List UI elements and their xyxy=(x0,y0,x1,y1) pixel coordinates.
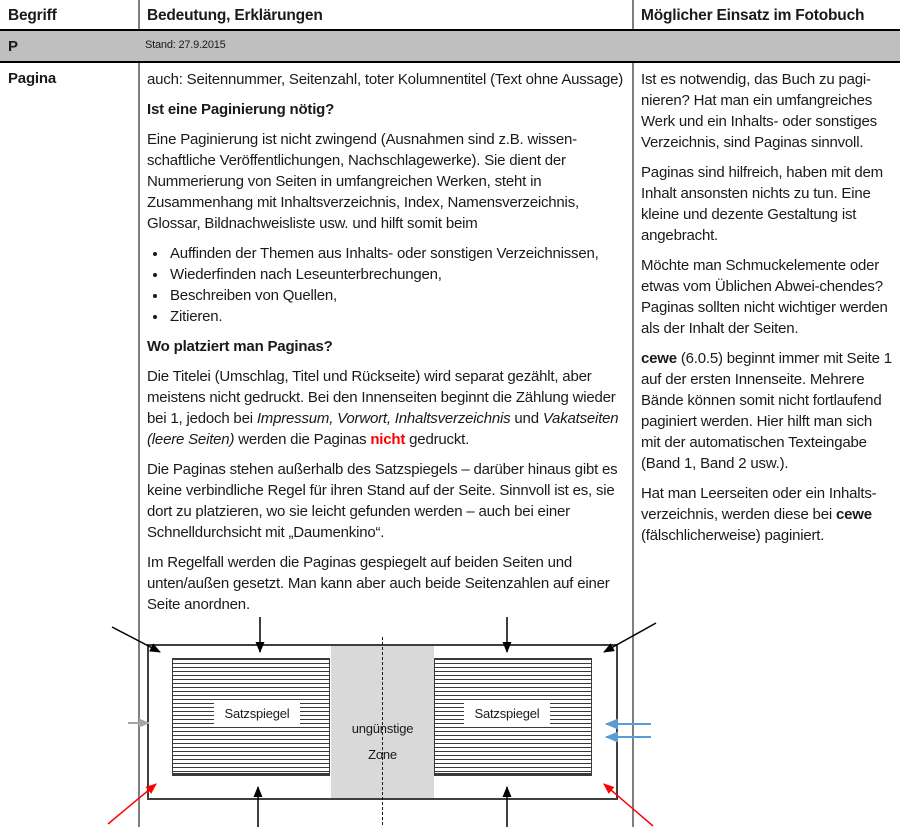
text-run: gedruckt. xyxy=(405,431,470,448)
text-run: Eine Paginierung ist nicht zwingend (Ausnahmen sind z.B. wissen-schaftliche Veröffentlichungen, Nachschlagewerke). Sie dient der Nummerierung von Seiten in umfangreichen Werken, steht in Zusammenhang mit Inhaltsverzeichnis, Index, Namensverzeichnis, Glossar, Bildnachweisliste usw. und hilft somit beim xyxy=(147,131,579,232)
text-run: auch: Seitennummer, Seitenzahl, toter Kolumnentitel (Text ohne Aussage) xyxy=(147,71,624,88)
text-run: Impressum, Vorwort, Inhaltsverzeichnis xyxy=(256,410,511,427)
text-run: und xyxy=(510,410,543,427)
arrow-top-left-corner xyxy=(112,627,160,652)
text-run: Zitieren. xyxy=(170,308,223,325)
arrow-red-bottom-right-corner xyxy=(604,784,653,826)
text-run: werden die Paginas xyxy=(234,431,371,448)
text-run: Paginas sind hilfreich, haben mit dem Inhalt ansonsten nichts zu tun. Eine kleine und dezente Gestaltung ist angebracht. xyxy=(641,164,883,244)
satzspiegel-right-label: Satzspiegel xyxy=(464,700,550,726)
text-run: Hat man Leerseiten oder ein Inhalts-verzeichnis, werden diese bei xyxy=(641,485,877,523)
text-run: cewe xyxy=(641,350,677,367)
text-run: Wo platziert man Paginas? xyxy=(147,338,333,355)
column-header-einsatz: Möglicher Einsatz im Fotobuch xyxy=(632,0,900,29)
column-header-bedeutung: Bedeutung, Erklärungen xyxy=(138,0,632,29)
text-run: Ist es notwendig, das Buch zu pagi-nieren? Hat man ein umfangreiches Werk und ein Inhalts- oder sonstiges Verzeichnis, sind Paginas sinnvoll. xyxy=(641,71,877,151)
text-run: (fälschlicherweise) paginiert. xyxy=(641,527,825,544)
section-letter: P xyxy=(8,38,18,55)
gutter-zone-label-line2: Zone xyxy=(368,747,397,762)
term-label: Pagina xyxy=(8,70,56,87)
text-run: Die Titelei (Umschlag, Titel und Rückseite) wird separat gezählt, aber meistens nicht gedruckt. Bei den Innenseiten beginnt die Zählung wieder bei 1, jedoch bei xyxy=(147,368,616,427)
text-run: (6.0.5) beginnt immer mit Seite 1 auf der ersten Innenseite. Mehrere Bände können somit nicht fortlaufend paginiert werden. Hier hilft man sich mit der automatischen Texteingabe (Band 1, Band 2 usw.). xyxy=(641,350,892,472)
arrow-red-bottom-left-corner xyxy=(108,784,156,824)
text-run: Im Regelfall werden die Paginas gespiegelt auf beiden Seiten und unten/außen gesetzt. Man kann aber auch beide Seitenzahlen auf einer Seite anordnen. xyxy=(147,554,610,613)
text-run: nicht xyxy=(370,431,406,448)
text-run: cewe xyxy=(835,506,872,523)
text-run: Beschreiben von Quellen, xyxy=(170,287,337,304)
text-run: Wiederfinden nach Leseunterbrechungen, xyxy=(170,266,442,283)
text-run: Die Paginas stehen außerhalb des Satzspiegels – darüber hinaus gibt es keine verbindliche Regel für ihren Stand auf der Seite. Sinnvoll ist es, sie dort zu platzieren, wo sie leicht gefunden werden – auch bei einer Schnelldurchsicht mit „Daumenkino“. xyxy=(147,461,618,541)
column-header-begriff: Begriff xyxy=(8,7,57,24)
arrow-top-right-corner xyxy=(604,623,656,652)
text-run: Auffinden der Themen aus Inhalts- oder sonstigen Verzeichnissen, xyxy=(170,245,599,262)
text-run: Ist eine Paginierung nötig? xyxy=(147,101,335,118)
text-run: Möchte man Schmuckelemente oder etwas vom Üblichen Abwei-chendes? Paginas sollten nicht wichtiger werden als der Inhalt der Seiten. xyxy=(641,257,888,337)
gutter-zone-label-line1: ungünstige xyxy=(351,721,414,736)
date-note: Stand: 27.9.2015 xyxy=(145,39,226,51)
satzspiegel-left-label: Satzspiegel xyxy=(214,700,300,726)
text-run: Vakatseiten (leere Seiten) xyxy=(147,410,619,448)
